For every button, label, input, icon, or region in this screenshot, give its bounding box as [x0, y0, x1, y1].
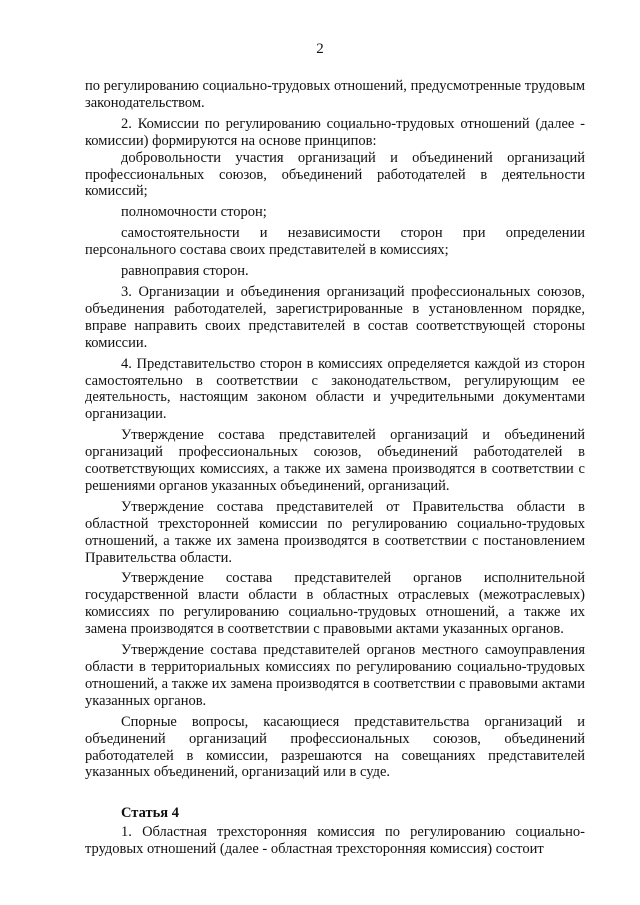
paragraph-continuation: по регулированию социально-трудовых отношений, предусмотренные трудовым законодательством.	[85, 78, 585, 111]
document-body	[85, 78, 585, 858]
article-paragraph-1: 1. Областная трехсторонняя комиссия по регулированию социально-трудовых отношений (далее - областная трехсторонняя комиссия) состоит	[85, 824, 585, 858]
article-heading: Статья 4	[121, 805, 179, 822]
principle-independence: самостоятельности и независимости сторон при определении персонального состава своих представителей в комиссиях;	[85, 225, 585, 259]
principle-voluntariness: добровольности участия организаций и объединений организаций профессиональных союзов, объединений работодателей в деятельности комиссий;	[85, 149, 585, 200]
page-number: 2	[316, 41, 324, 57]
paragraph-item-3: 3. Организации и объединения организаций профессиональных союзов, объединения работодателей, зарегистрированные в установленном порядке, вправе направить своих представителей в состав соответствующей стороны комиссии.	[85, 283, 585, 351]
paragraph-local-approval: Утверждение состава представителей органов местного самоуправления области в территориальных комиссиях по регулированию социально-трудовых отношений, а также их замена производятся в соответствии с правовыми актами указанных органов.	[85, 642, 585, 709]
principle-equality: равноправия сторон.	[121, 263, 249, 280]
paragraph-item-2: 2. Комиссии по регулированию социально-трудовых отношений (далее - комиссии) формируются на основе принципов:	[85, 115, 585, 149]
principle-authority: полномочности сторон;	[121, 204, 267, 221]
paragraph-government-approval: Утверждение состава представителей от Правительства области в областной трехсторонней комиссии по регулированию социально-трудовых отношений, а также их замена производятся в соответствии с постановлением Правительства области.	[85, 498, 585, 566]
paragraph-executive-approval: Утверждение состава представителей органов исполнительной государственной власти области в областных отраслевых (межотраслевых) комиссиях по регулированию социально-трудовых отношений, а также их замена производятся в соответствии с правовыми актами указанных органов.	[85, 570, 585, 638]
paragraph-unions-approval: Утверждение состава представителей организаций и объединений организаций профессиональных союзов, объединений работодателей в соответствующих комиссиях, а также их замена производятся в соответствии с решениями органов указанных объединений, организаций.	[85, 427, 585, 494]
paragraph-disputes: Спорные вопросы, касающиеся представительства организаций и объединений организаций профессиональных союзов, объединений работодателей в комиссии, разрешаются на совещаниях представителей указанных объединений, организаций или в суде.	[85, 713, 585, 781]
paragraph-item-4: 4. Представительство сторон в комиссиях определяется каждой из сторон самостоятельно в соответствии с законодательством, регулирующим ее деятельность, настоящим законом области и учредительными документами организации.	[85, 355, 585, 423]
